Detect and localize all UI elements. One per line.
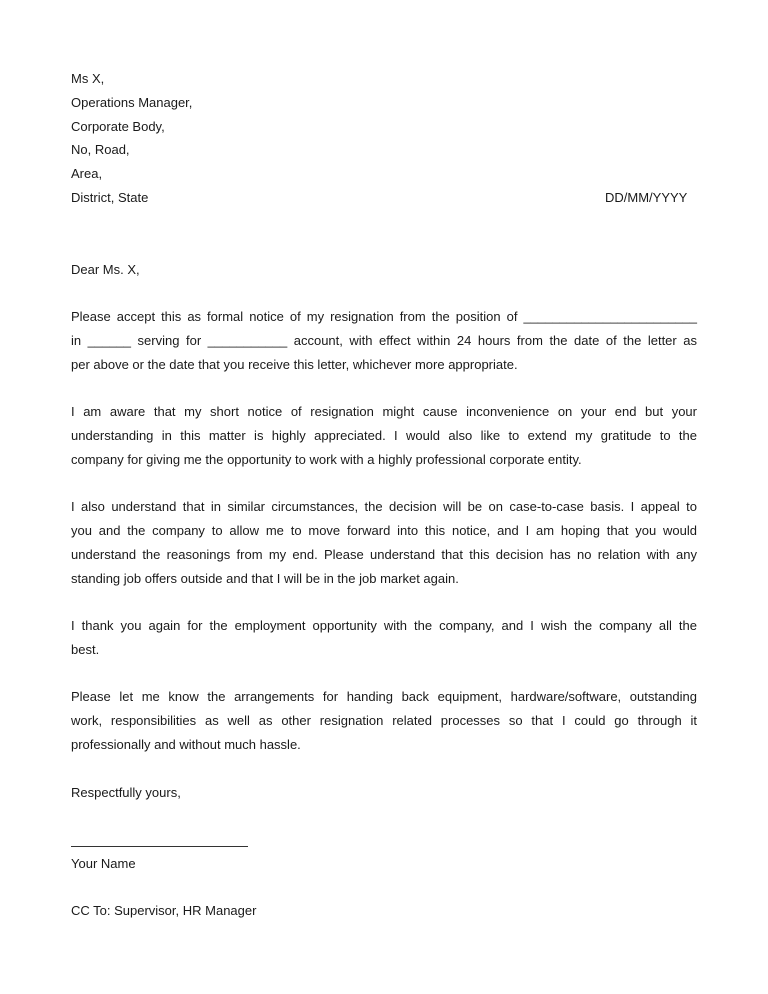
cc-line: CC To: Supervisor, HR Manager	[71, 903, 257, 918]
paragraph-line: in ______ serving for ___________ account, with effect within 24 hours from the date of the letter as	[71, 333, 697, 348]
letter-date: DD/MM/YYYY	[605, 190, 688, 205]
paragraph-line: best.	[71, 642, 100, 657]
salutation: Dear Ms. X,	[71, 262, 140, 277]
paragraph-1	[71, 305, 697, 377]
recipient-organization: Corporate Body,	[71, 119, 165, 134]
recipient-district: District, State	[71, 190, 149, 205]
paragraph-line: standing job offers outside and that I will be in the job market again.	[71, 571, 459, 586]
paragraph-3	[71, 495, 697, 591]
recipient-area: Area,	[71, 166, 103, 181]
paragraph-5	[71, 685, 697, 757]
paragraph-line: Please let me know the arrangements for handing back equipment, hardware/software, outstanding	[71, 689, 697, 704]
closing: Respectfully yours,	[71, 785, 181, 800]
paragraph-line: I thank you again for the employment opportunity with the company, and I wish the company all the	[71, 618, 697, 633]
paragraph-line: I am aware that my short notice of resignation might cause inconvenience on your end but your	[71, 404, 697, 419]
paragraph-2	[71, 400, 697, 472]
paragraph-line: work, responsibilities as well as other resignation related processes so that I could go through it	[71, 713, 697, 728]
signature-name: Your Name	[71, 856, 136, 871]
paragraph-line: you and the company to allow me to move forward into this notice, and I am hoping that you would	[71, 523, 697, 538]
recipient-name: Ms X,	[71, 71, 105, 86]
paragraph-4	[71, 614, 697, 662]
paragraph-line: understanding in this matter is highly appreciated. I would also like to extend my gratitude to the	[71, 428, 697, 443]
paragraph-line: per above or the date that you receive this letter, whichever more appropriate.	[71, 357, 518, 372]
paragraph-line: professionally and without much hassle.	[71, 737, 301, 752]
paragraph-line: Please accept this as formal notice of my resignation from the position of ________________________	[71, 309, 697, 324]
recipient-title: Operations Manager,	[71, 95, 193, 110]
paragraph-line: understand the reasonings from my end. Please understand that this decision has no relation with any	[71, 547, 697, 562]
recipient-road: No, Road,	[71, 142, 130, 157]
paragraph-line: company for giving me the opportunity to work with a highly professional corporate entity.	[71, 452, 582, 467]
paragraph-line: I also understand that in similar circumstances, the decision will be on case-to-case basis. I appeal to	[71, 499, 697, 514]
signature-line	[71, 846, 248, 847]
